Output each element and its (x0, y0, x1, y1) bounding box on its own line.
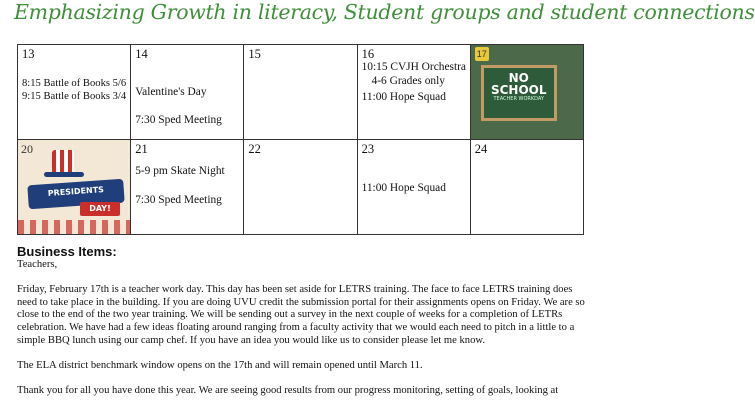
day-text: DAY! (80, 202, 120, 216)
calendar-day-14 (131, 45, 244, 140)
chalkboard-icon (481, 65, 557, 121)
day-number: 14 (135, 47, 148, 61)
calendar-day-13 (18, 45, 131, 140)
calendar-week-row (18, 140, 584, 235)
business-heading: Business Items: (17, 244, 117, 259)
day-number: 13 (22, 47, 35, 61)
paragraph-benchmark: The ELA district benchmark window opens on the 17th and will remain opened until March 11. (17, 359, 423, 371)
calendar-day-22 (244, 140, 357, 235)
business-items (17, 244, 587, 410)
no-school-text: NO SCHOOL (490, 71, 547, 97)
calendar-week-row (18, 45, 584, 140)
teacher-workday-text: TEACHER WORKDAY (493, 96, 544, 102)
presidents-text: PRESIDENTS (47, 185, 105, 198)
stripes-decoration (18, 220, 130, 234)
paragraph-thanks: Thank you for all you have done this year. We are seeing good results from our progress monitoring, setting of goals, looking at (17, 384, 559, 396)
event-item: Valentine's Day (135, 86, 207, 98)
calendar-day-21 (131, 140, 244, 235)
event-item: 11:00 Hope Squad (361, 91, 446, 103)
calendar-day-15 (244, 45, 357, 140)
calendar-day-16 (357, 45, 470, 140)
event-item: 4-6 Grades only (371, 75, 445, 87)
day-number: 15 (248, 47, 261, 61)
presidents-day-image (18, 140, 130, 234)
day-number: 23 (361, 142, 375, 156)
uncle-sam-hat-icon (52, 150, 74, 174)
day-number: 24 (474, 142, 488, 156)
event-item: 11:00 Hope Squad (361, 182, 446, 194)
event-item: 9:15 Battle of Books 3/4 (22, 91, 127, 102)
day-number: 17 (476, 49, 487, 59)
no-school-image (471, 45, 583, 139)
event-item: 5-9 pm Skate Night (135, 165, 225, 177)
page-title: Emphasizing Growth in literacy, Student groups and student connections (14, 0, 755, 24)
event-item: 8:15 Battle of Books 5/6 (22, 78, 127, 89)
calendar-day-23 (357, 140, 470, 235)
day-number: 22 (248, 142, 261, 156)
day-number: 20 (21, 142, 33, 156)
calendar-day-24 (470, 140, 583, 235)
calendar-day-17 (470, 45, 583, 140)
greeting: Teachers, (17, 259, 58, 270)
calendar-table (17, 44, 584, 235)
hat-brim (44, 172, 84, 177)
day-number: 21 (135, 142, 148, 156)
paragraph-letrs: Friday, February 17th is a teacher work day. This day has been set aside for LETRS training. The face to face LETRS training does need to take place in the building. If you are doing UVU credit the submission portal for their assignments opens on Friday. We are so close to the end of the two year training. We will be sending out a survey in the next couple of weeks for a completion of LETRs celebration. We have had a few ideas floating around ranging from a faculty activity that we would each need to pitch in a little to a simple BBQ lunch using our camp chef. If you have an idea you would like us to consider please let me know. (17, 284, 585, 346)
event-item: 10:15 CVJH Orchestra (361, 61, 466, 73)
day-number: 16 (361, 47, 375, 61)
calendar-day-20 (18, 140, 131, 235)
event-item: 7:30 Sped Meeting (135, 114, 222, 126)
event-item: 7:30 Sped Meeting (135, 194, 222, 206)
